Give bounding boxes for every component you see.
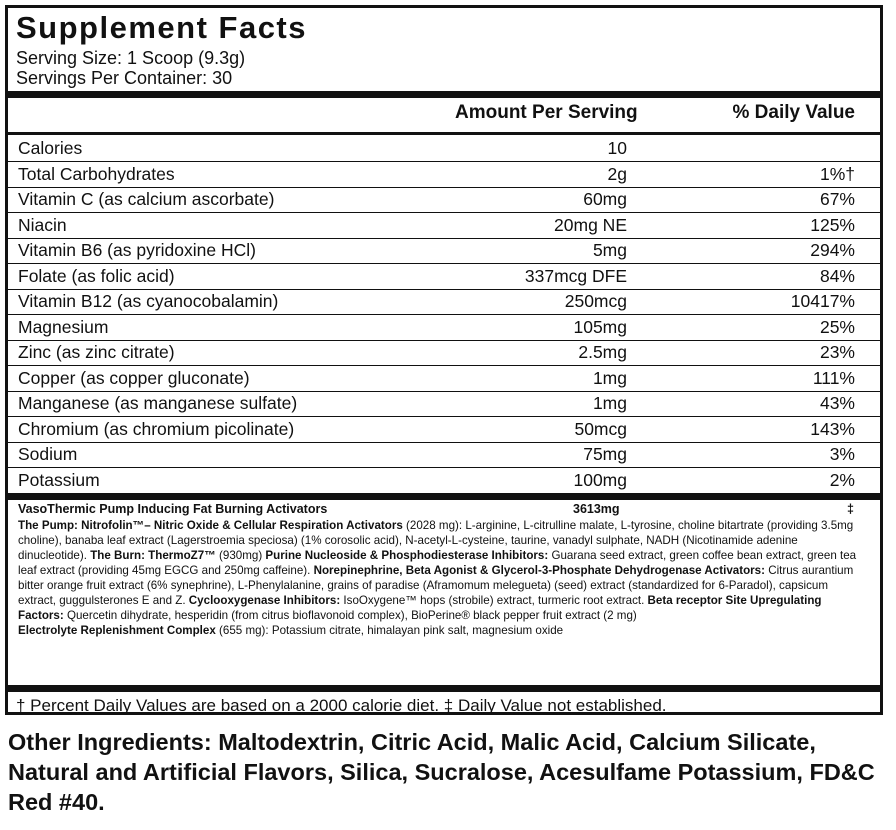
nutrient-name: Potassium (18, 469, 100, 490)
supplement-facts-panel (5, 5, 883, 715)
nutrient-amount: 10 (607, 138, 627, 158)
blend-header (18, 502, 862, 518)
nutrient-amount: 250mcg (564, 291, 627, 311)
table-row (8, 315, 880, 341)
nutrient-name: Total Carbohydrates (18, 163, 175, 184)
table-row (8, 468, 880, 493)
nutrient-daily-value: 43% (819, 393, 855, 413)
nutrient-daily-value: 67% (819, 189, 855, 209)
nutrient-name: Zinc (as zinc citrate) (18, 342, 175, 362)
divider-thick (8, 685, 880, 692)
nutrient-daily-value: 10417% (790, 291, 855, 311)
proprietary-blend (18, 502, 862, 638)
nutrient-name: Vitamin B6 (as pyridoxine HCl) (18, 240, 256, 260)
nutrient-daily-value: 3% (829, 444, 855, 464)
blend-section-label: Purine Nucleoside & Phosphodiesterase Inhibitors: (265, 549, 549, 562)
table-row (8, 213, 880, 239)
nutrient-name: Vitamin C (as calcium ascorbate) (18, 189, 275, 209)
blend-section-label: The Pump: Nitrofolin™– Nitric Oxide & Cellular Respiration Activators (18, 519, 403, 532)
blend-section-text: (930mg) (215, 549, 266, 562)
other-ingredients-text: Maltodextrin, Citric Acid, Malic Acid, Calcium Silicate, Natural and Artificial Flavors, Silica, Sucralose, Acesulfame Potassium, FD&C Red #40. (8, 729, 875, 815)
blend-section-label: Cyclooxygenase Inhibitors: (188, 594, 341, 607)
nutrient-table (8, 136, 880, 492)
nutrient-daily-value: 125% (810, 214, 855, 235)
footnote: † Percent Daily Values are based on a 2000 calorie diet. ‡ Daily Value not established. (16, 696, 667, 715)
nutrient-daily-value: 111% (812, 367, 855, 388)
table-row (8, 442, 880, 468)
nutrient-name: Vitamin B12 (as cyanocobalamin) (18, 291, 279, 311)
nutrient-amount: 5mg (592, 240, 627, 260)
nutrient-name: Manganese (as manganese sulfate) (18, 393, 298, 413)
table-row (8, 340, 880, 366)
nutrient-amount: 1mg (592, 393, 627, 413)
other-ingredients (8, 727, 888, 817)
divider-thick (8, 91, 880, 98)
nutrient-name: Sodium (18, 444, 78, 464)
nutrient-amount: 60mg (583, 189, 627, 209)
table-row (8, 391, 880, 417)
daily-value-header: % Daily Value (732, 102, 855, 123)
table-row (8, 366, 880, 392)
nutrient-amount: 100mg (573, 469, 627, 490)
blend-section-text: Guarana seed extract, green coffee bean extract, green tea leaf extract (providing 45mg EGCG and 250mg caffeine). (18, 549, 857, 577)
divider-medium (8, 132, 880, 135)
blend-section-text: (2028 mg): L-arginine, L-citrulline malate, L-tyrosine, choline bitartrate (providing 3.5mg choline), banaba leaf extract (Lagerstroemia speciosa) (1% corosolic acid), N-acetyl-L-cysteine, taurine, vanadyl sulphate, NADH (Nicotinamide adenine dinucleotide). (18, 519, 854, 562)
table-row (8, 417, 880, 443)
nutrient-amount: 50mcg (574, 418, 627, 439)
panel-title: Supplement Facts (16, 10, 307, 45)
nutrient-amount: 1mg (592, 367, 627, 388)
blend-name: VasoThermic Pump Inducing Fat Burning Activators (18, 502, 328, 516)
blend-amount: 3613mg (573, 502, 620, 516)
blend-section-label: Electrolyte Replenishment Complex (18, 624, 216, 637)
table-row (8, 187, 880, 213)
blend-section-text: (655 mg): Potassium citrate, himalayan pink salt, magnesium oxide (215, 624, 564, 637)
table-row (8, 136, 880, 162)
nutrient-name: Calories (18, 138, 83, 158)
nutrient-name: Folate (as folic acid) (18, 265, 175, 286)
blend-section-label: Beta receptor Site Upregulating Factors: (18, 594, 822, 622)
blend-daily-value: ‡ (847, 502, 854, 516)
nutrient-amount: 75mg (583, 444, 627, 464)
divider-thick (8, 493, 880, 500)
servings-per-container: Servings Per Container: 30 (16, 68, 233, 88)
table-row (8, 162, 880, 188)
blend-section-text: Quercetin dihydrate, hesperidin (from citrus bioflavonoid complex), BioPerine® black pepper fruit extract (2 mg) (63, 609, 637, 622)
other-ingredients-label: Other Ingredients: (8, 729, 212, 755)
blend-section-label: The Burn: ThermoZ7™ (90, 549, 216, 562)
blend-section-text: IsoOxygene™ hops (strobile) extract, turmeric root extract. (340, 594, 648, 607)
serving-size: Serving Size: 1 Scoop (9.3g) (16, 48, 246, 68)
nutrient-amount: 105mg (573, 316, 627, 337)
nutrient-name: Niacin (18, 214, 67, 235)
nutrient-daily-value: 1%† (819, 163, 855, 184)
nutrient-amount: 337mcg DFE (524, 265, 627, 286)
amount-header: Amount Per Serving (455, 102, 638, 123)
blend-description (18, 518, 862, 638)
nutrient-daily-value: 294% (810, 240, 855, 260)
nutrient-name: Copper (as copper gluconate) (18, 367, 250, 388)
blend-section-text: Citrus aurantium bitter orange fruit extract (6% synephrine), L-Phenylalanine, grains of paradise (Aframomum melegueta) (seed) extract (standardized for 6-Paradol), capsicum extract, guggulsterones E and Z. (18, 564, 854, 607)
nutrient-daily-value: 143% (810, 418, 855, 439)
nutrient-amount: 20mg NE (554, 214, 627, 235)
nutrient-amount: 2g (607, 163, 627, 184)
nutrient-daily-value: 23% (819, 342, 855, 362)
table-row (8, 238, 880, 264)
nutrient-name: Magnesium (18, 316, 109, 337)
nutrient-amount: 2.5mg (578, 342, 627, 362)
nutrient-daily-value: 25% (819, 316, 855, 337)
nutrient-daily-value: 2% (829, 469, 855, 490)
table-row (8, 264, 880, 290)
nutrient-name: Chromium (as chromium picolinate) (18, 418, 295, 439)
nutrient-daily-value: 84% (819, 265, 855, 286)
table-row (8, 289, 880, 315)
blend-section-label: Norepinephrine, Beta Agonist & Glycerol-3-Phosphate Dehydrogenase Activators: (313, 564, 765, 577)
